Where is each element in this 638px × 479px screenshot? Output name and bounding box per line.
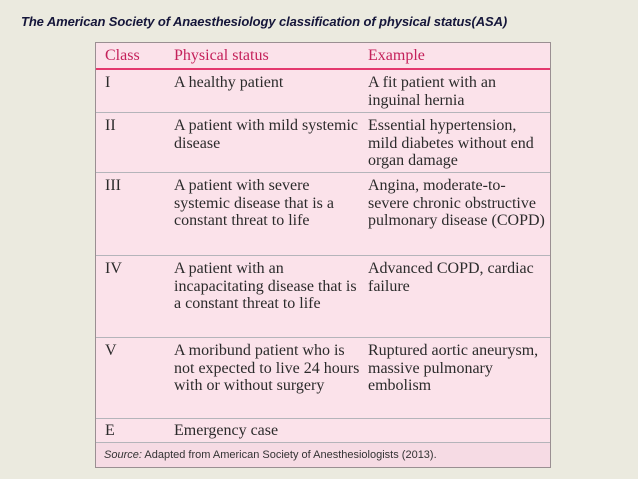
example-cell: Ruptured aortic aneurysm, massive pulmonary embolism <box>368 342 539 395</box>
class-cell: IV <box>105 260 122 277</box>
class-cell: II <box>105 117 116 134</box>
example-cell: Advanced COPD, cardiac failure <box>368 260 534 295</box>
header-example: Example <box>368 47 425 64</box>
physical-status-cell: A patient with mild systemic disease <box>174 117 358 152</box>
source-label: Source: <box>104 449 142 461</box>
physical-status-cell: Emergency case <box>174 422 279 439</box>
physical-status-cell: A healthy patient <box>174 74 284 91</box>
class-cell: E <box>105 422 115 439</box>
source-text: Adapted from American Society of Anesthesiologists (2013). <box>144 449 437 461</box>
asa-classification-table <box>95 42 551 468</box>
source-note <box>104 449 437 462</box>
header-physical-status: Physical status <box>174 47 269 64</box>
example-cell: Essential hypertension, mild diabetes without end organ damage <box>368 117 534 170</box>
page-title: The American Society of Anaesthesiology classification of physical status(ASA) <box>21 14 508 29</box>
source-row <box>96 443 550 467</box>
example-cell: Angina, moderate-to-severe chronic obstructive pulmonary disease (COPD) <box>368 177 545 230</box>
physical-status-cell: A moribund patient who is not expected to live 24 hours with or without surgery <box>174 342 360 395</box>
table-row <box>96 70 550 113</box>
class-cell: III <box>105 177 121 194</box>
table-header <box>96 43 550 70</box>
physical-status-cell: A patient with an incapacitating disease that is a constant threat to life <box>174 260 357 313</box>
class-cell: I <box>105 74 111 91</box>
table-row <box>96 173 550 256</box>
class-cell: V <box>105 342 117 359</box>
table-row <box>96 338 550 419</box>
header-class: Class <box>105 47 140 64</box>
table-row <box>96 113 550 173</box>
example-cell: A fit patient with an inguinal hernia <box>368 74 496 109</box>
physical-status-cell: A patient with severe systemic disease that is a constant threat to life <box>174 177 334 230</box>
table-row <box>96 419 550 443</box>
table-row <box>96 256 550 338</box>
